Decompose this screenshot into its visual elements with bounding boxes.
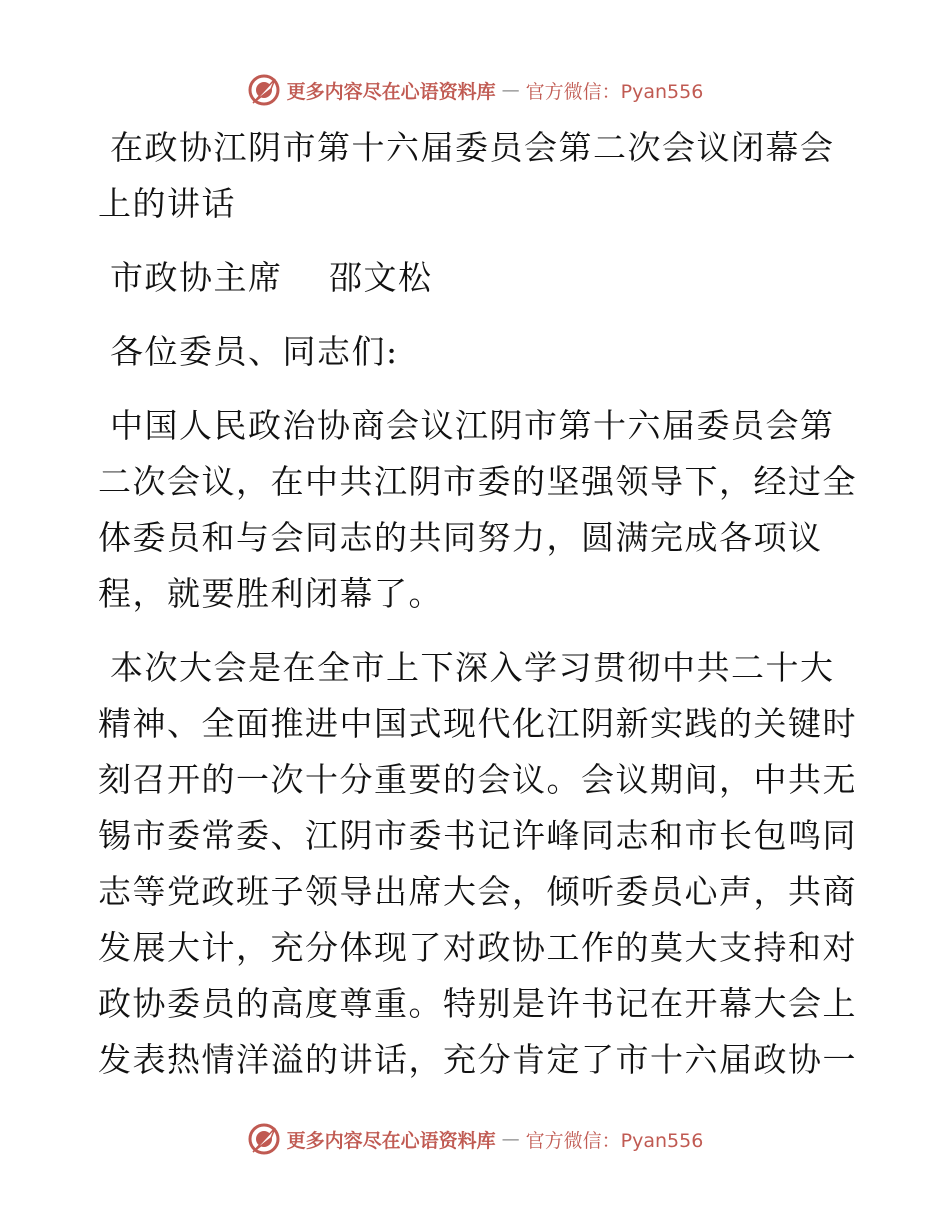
paragraph-2-line: 发表热情洋溢的讲话，充分肯定了市十六届政协一	[98, 1040, 857, 1079]
title-line-2: 上的讲话	[98, 184, 236, 223]
watermark-dash: —	[501, 79, 520, 101]
paragraph-2-line: 锡市委常委、江阴市委书记许峰同志和市长包鸣同	[98, 816, 857, 855]
watermark-brand: 更多内容尽在心语资料库	[286, 80, 496, 103]
paragraph-2	[98, 640, 858, 1088]
document-body	[98, 120, 858, 1088]
watermark-account: 官方微信：Pyan556	[525, 1129, 704, 1152]
quill-circle-logo-icon	[247, 1122, 281, 1156]
footer-watermark	[0, 1119, 950, 1159]
watermark-dash: —	[501, 1128, 520, 1150]
paragraph-2-line: 精神、全面推进中国式现代化江阴新实践的关键时	[98, 704, 857, 743]
salutation: 各位委员、同志们:	[110, 332, 399, 371]
paragraph-2-line: 本次大会是在全市上下深入学习贯彻中共二十大	[110, 648, 835, 687]
author-line: 市政协主席 邵文松	[110, 258, 433, 297]
header-watermark	[0, 70, 950, 110]
paragraph-1-line: 中国人民政治协商会议江阴市第十六届委员会第	[110, 406, 835, 445]
title-line-1: 在政协江阴市第十六届委员会第二次会议闭幕会	[110, 128, 835, 167]
watermark-brand: 更多内容尽在心语资料库	[286, 1129, 496, 1152]
paragraph-1-line: 二次会议，在中共江阴市委的坚强领导下，经过全	[98, 462, 857, 501]
paragraph-2-line: 志等党政班子领导出席大会，倾听委员心声，共商	[98, 872, 857, 911]
paragraph-1-line: 程，就要胜利闭幕了。	[98, 574, 443, 613]
watermark-account: 官方微信：Pyan556	[525, 80, 704, 103]
paragraph-1	[98, 398, 858, 622]
paragraph-2-line: 政协委员的高度尊重。特别是许书记在开幕大会上	[98, 984, 857, 1023]
paragraph-2-line: 刻召开的一次十分重要的会议。会议期间，中共无	[98, 760, 857, 799]
quill-circle-logo-icon	[247, 73, 281, 107]
paragraph-1-line: 体委员和与会同志的共同努力，圆满完成各项议	[98, 518, 823, 557]
paragraph-2-line: 发展大计，充分体现了对政协工作的莫大支持和对	[98, 928, 857, 967]
